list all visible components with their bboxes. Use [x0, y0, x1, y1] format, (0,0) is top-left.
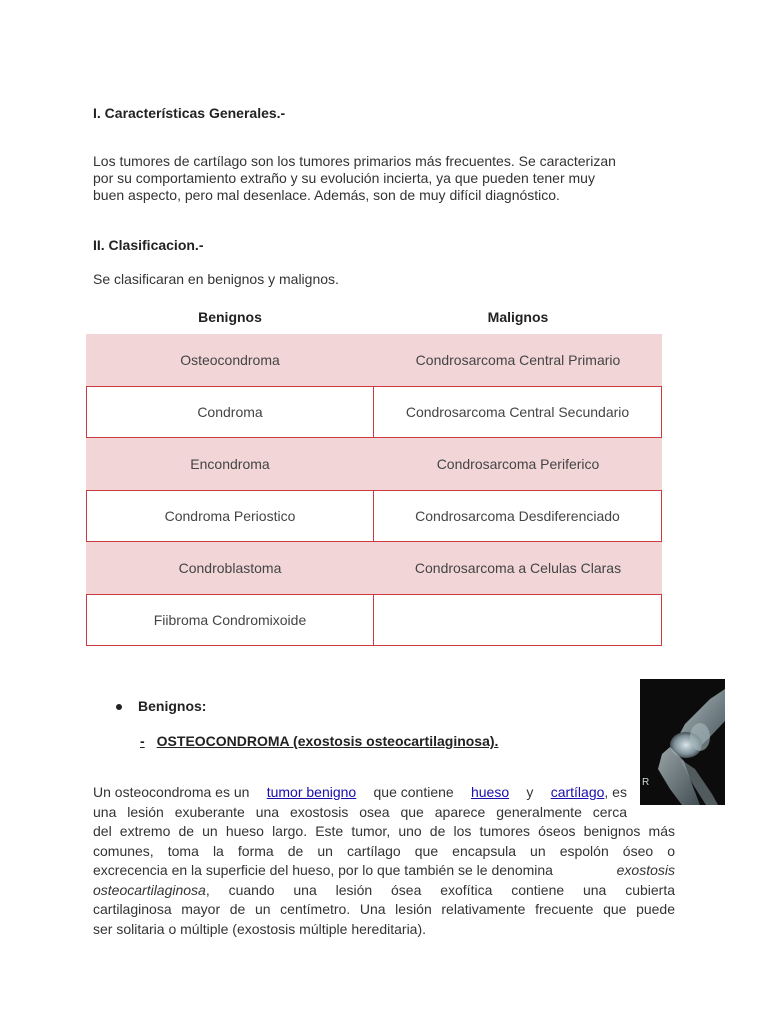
link-tumor-benigno[interactable]: tumor benigno: [266, 784, 357, 800]
xray-marker: R: [642, 777, 650, 788]
table-cell: Condrosarcoma Central Secundario: [374, 386, 662, 438]
paragraph-line: Los tumores de cartílago son los tumores primarios más frecuentes. Se caracterizan: [93, 153, 616, 169]
paragraph-line: [93, 783, 627, 803]
table-cell: Fiibroma Condromixoide: [86, 594, 374, 646]
table-cell: Condrosarcoma Periferico: [374, 438, 662, 490]
bullet-label: Benignos:: [138, 698, 207, 714]
bullet-benignos: [116, 698, 206, 714]
table-cell: Condrosarcoma a Celulas Claras: [374, 542, 662, 594]
table-row: [86, 594, 662, 646]
text-run-italic: exostosis: [616, 862, 675, 878]
table-row: [86, 386, 662, 438]
osteocondroma-paragraph-body: [93, 822, 675, 939]
header-malignos: Malignos: [487, 309, 549, 325]
text-run: que contiene: [373, 784, 454, 800]
text-run-italic: osteocartilaginosa: [93, 881, 206, 898]
paragraph-line: comunes, toma la forma de un cartílago que encapsula un espolón óseo o: [93, 842, 675, 859]
paragraph-line: [93, 881, 675, 901]
header-benignos: Benignos: [198, 309, 262, 325]
table-row: [86, 490, 662, 542]
text-run: Un osteocondroma es un: [93, 784, 250, 800]
table-cell: Condroma: [86, 386, 374, 438]
table-cell: Condrosarcoma Central Primario: [374, 334, 662, 386]
section-1-paragraph: [93, 153, 616, 204]
table-cell: Encondroma: [86, 438, 374, 490]
table-header: [86, 300, 662, 334]
text-run: y: [526, 784, 534, 800]
text-run: , es: [604, 784, 627, 800]
table-cell: [374, 594, 662, 646]
link-hueso[interactable]: hueso: [470, 784, 510, 800]
bullet-icon: [116, 704, 122, 710]
table-cell: Condroma Periostico: [86, 490, 374, 542]
paragraph-line: del extremo de un hueso largo. Este tumor, uno de los tumores óseos benignos más: [93, 823, 675, 839]
link-cartilago[interactable]: cartílago: [550, 784, 605, 800]
subheading-dash: -: [140, 733, 145, 749]
paragraph-line: por su comportamiento extraño y su evolución incierta, ya que pueden tener muy: [93, 170, 595, 186]
osteocondroma-subheading: [140, 733, 498, 749]
paragraph-line: cartilaginosa mayor de un centímetro. Una lesión relativamente frecuente que puede: [93, 901, 675, 917]
paragraph-line: una lesión exuberante una exostosis osea que aparece generalmente cerca: [93, 803, 627, 820]
xray-graphic: [640, 679, 725, 805]
osteocondroma-paragraph-top: [93, 783, 627, 822]
text-run: , cuando una lesión ósea exofítica contiene una cubierta: [205, 881, 675, 898]
table-cell: Condrosarcoma Desdiferenciado: [374, 490, 662, 542]
table-cell: Condroblastoma: [86, 542, 374, 594]
subheading-text: OSTEOCONDROMA (exostosis osteocartilaginosa).: [156, 733, 499, 749]
section-2-intro: Se clasificaran en benignos y malignos.: [93, 271, 339, 287]
table-row: [86, 334, 662, 386]
text-run: excrecencia en la superficie del hueso, por lo que también se le denomina: [93, 862, 553, 878]
table-row: [86, 438, 662, 490]
classification-table: [86, 300, 662, 646]
paragraph-line: [93, 861, 675, 881]
paragraph-line: buen aspecto, pero mal desenlace. Además, son de muy difícil diagnóstico.: [93, 187, 560, 203]
table-cell: Osteocondroma: [86, 334, 374, 386]
knee-xray-image: [640, 679, 725, 805]
table-row: [86, 542, 662, 594]
paragraph-line: ser solitaria o múltiple (exostosis múltiple hereditaria).: [93, 920, 427, 937]
section-2-heading: II. Clasificacion.-: [93, 237, 204, 253]
section-1-heading: I. Características Generales.-: [93, 105, 286, 121]
